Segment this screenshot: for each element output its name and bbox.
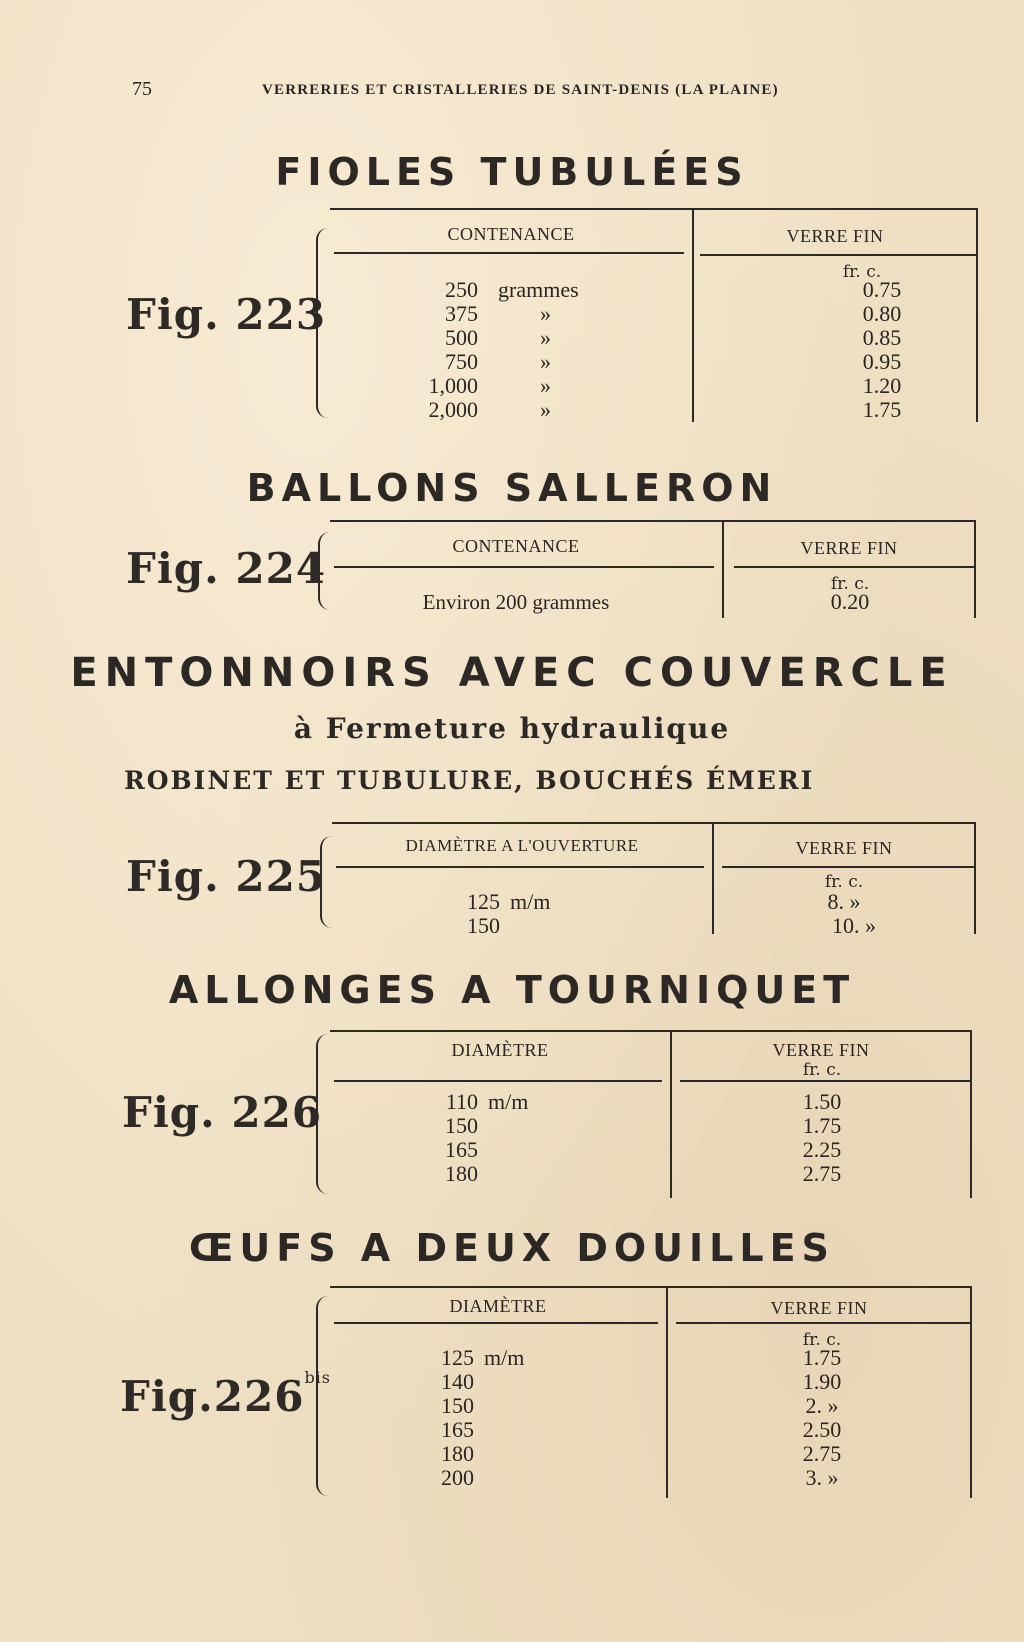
running-head	[0, 78, 1024, 108]
section-title-oeufs: ŒUFS A DEUX DOUILLES	[189, 1226, 835, 1270]
column-header-verre-fin: VERRE FIN	[795, 838, 893, 858]
table-row: Environ 200 grammes 0.20	[422, 589, 870, 614]
currency-label: fr. c.	[802, 1060, 842, 1080]
column-header-contenance: CONTENANCE	[447, 224, 575, 244]
table-row: 150 1.75	[445, 1113, 842, 1138]
column-header-verre-fin: VERRE FIN	[772, 1040, 870, 1060]
figure-label-223: Fig. 223	[126, 290, 327, 339]
table-row: 150 10. »	[467, 913, 876, 938]
price-table-226	[330, 1030, 972, 1198]
currency-label: fr. c.	[824, 872, 864, 892]
table-body	[332, 890, 976, 938]
table-row: 250 grammes 0.75	[445, 277, 902, 302]
section-subtitle: à Fermeture hydraulique	[293, 712, 731, 745]
figure-label-225: Fig. 225	[126, 852, 327, 901]
section-title-ballons: BALLONS SALLERON	[246, 466, 778, 510]
table-row: 180 2.75	[441, 1441, 842, 1466]
table-row: 125 m/m 1.75	[441, 1345, 842, 1370]
table-body	[330, 278, 978, 422]
figure-label-226: Fig. 226	[122, 1088, 323, 1137]
table-row: 1,000 » 1.20	[428, 373, 902, 398]
price-table-226-bis	[330, 1286, 972, 1498]
table-row: 125 m/m 8. »	[467, 889, 861, 914]
page-number: 75	[132, 78, 152, 100]
table-row: 375 » 0.80	[445, 301, 902, 326]
table-row: 140 1.90	[441, 1369, 842, 1394]
column-header-diametre: DIAMÈTRE	[451, 1040, 549, 1060]
table-row: 750 » 0.95	[445, 349, 902, 374]
table-row: 200 3. »	[441, 1465, 839, 1490]
price-table-225	[332, 822, 976, 938]
column-header-verre-fin: VERRE FIN	[770, 1298, 868, 1318]
figure-label-226-bis: $Fig.226^{bis}$	[120, 1368, 332, 1421]
currency-label: fr. c.	[842, 262, 882, 282]
column-header-contenance: CONTENANCE	[452, 536, 580, 556]
table-row: 165 2.50	[441, 1417, 842, 1442]
currency-label: fr. c.	[830, 574, 870, 594]
table-body	[330, 1346, 972, 1490]
section-subtitle-2: ROBINET ET TUBULURE, BOUCHÉS ÉMERI	[124, 766, 815, 795]
figure-superscript: bis	[304, 1368, 332, 1387]
table-body	[330, 590, 976, 614]
column-header-verre-fin: VERRE FIN	[800, 538, 898, 558]
table-body	[330, 1090, 972, 1186]
section-title-fioles: FIOLES TUBULÉES	[275, 150, 749, 194]
price-table-223	[330, 208, 978, 422]
section-title-entonnoirs: ENTONNOIRS AVEC COUVERCLE	[70, 650, 954, 696]
table-row: 180 2.75	[445, 1161, 842, 1186]
table-row: 110 m/m 1.50	[445, 1089, 842, 1114]
table-row: 500 » 0.85	[445, 325, 902, 350]
table-row: 2,000 » 1.75	[428, 397, 902, 422]
figure-label-224: Fig. 224	[126, 544, 327, 593]
column-header-diametre-ouverture: DIAMÈTRE A L'OUVERTURE	[405, 836, 639, 855]
running-title: VERRERIES ET CRISTALLERIES DE SAINT-DENIS (LA PLAINE)	[262, 82, 779, 98]
table-row: 150 2. »	[441, 1393, 839, 1418]
table-row: 165 2.25	[445, 1137, 842, 1162]
column-header-verre-fin: VERRE FIN	[786, 226, 884, 246]
section-title-allonges: ALLONGES A TOURNIQUET	[168, 968, 856, 1012]
column-header-diametre: DIAMÈTRE	[449, 1296, 547, 1316]
price-table-224	[330, 520, 976, 618]
currency-label: fr. c.	[802, 1330, 842, 1350]
